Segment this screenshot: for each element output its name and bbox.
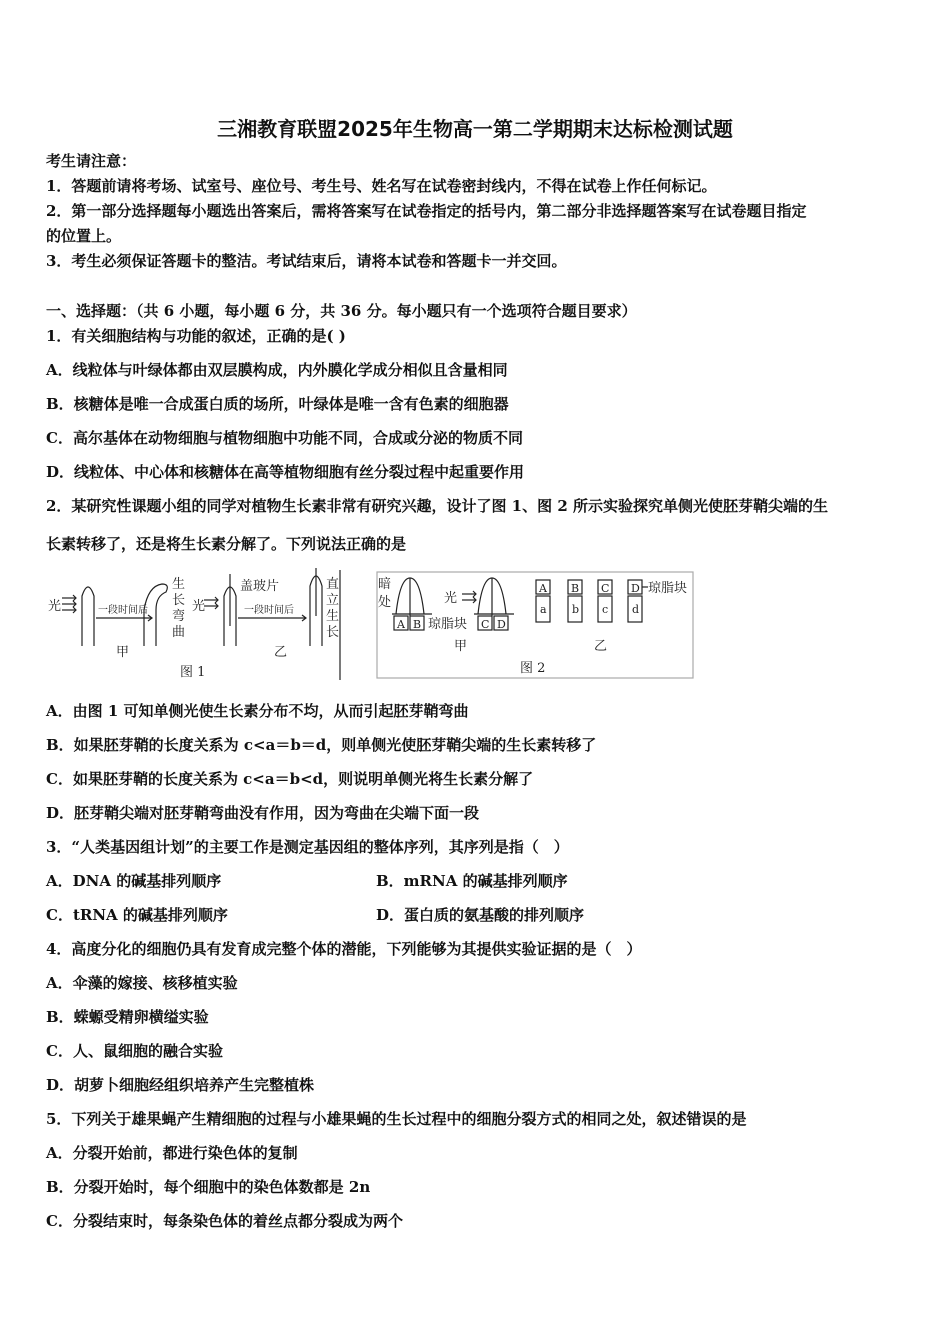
fig2-yi-B: B [571, 582, 580, 595]
q1-option-d: D．线粒体、中心体和核糖体在高等植物细胞有丝分裂过程中起重要作用 [46, 463, 525, 481]
q2-option-b: B．如果胚芽鞘的长度关系为 c<a＝b＝d，则单侧光使胚芽鞘尖端的生长素转移了 [46, 736, 597, 754]
q1-stem: 1．有关细胞结构与功能的叙述，正确的是( ) [46, 327, 346, 345]
q4-stem: 4．高度分化的细胞仍具有发育成完整个体的潜能，下列能够为其提供实验证据的是（ ） [46, 940, 642, 958]
fig1-light-1: 光 [48, 599, 62, 614]
notice-item-2-cont: 的位置上。 [46, 227, 122, 245]
q5-option-c: C．分裂结束时，每条染色体的着丝点都分裂成为两个 [46, 1212, 403, 1230]
section-heading: 一、选择题：（共 6 小题，每小题 6 分，共 36 分。每小题只有一个选项符合题目要求） [46, 302, 637, 320]
q3-option-c: C．tRNA 的碱基排列顺序 [46, 906, 228, 924]
fig1-bend-2: 长 [172, 593, 186, 608]
fig2-block-D: D [497, 618, 506, 631]
fig2-block-C: C [481, 618, 490, 631]
fig2-caption: 图 2 [520, 661, 546, 676]
fig1-cap: 盖玻片 [240, 579, 280, 594]
fig2-block-B: B [413, 618, 422, 631]
fig2-yi: 乙 [594, 639, 608, 654]
fig1-upright-1: 直 [326, 577, 340, 592]
page-title: 三湘教育联盟2025年生物高一第二学期期末达标检测试题 [217, 117, 733, 141]
q5-stem: 5．下列关于雄果蝇产生精细胞的过程与小雄果蝇的生长过程中的细胞分裂方式的相同之处，叙述错误的是 [46, 1110, 747, 1128]
q3-option-d: D．蛋白质的氨基酸的排列顺序 [376, 906, 585, 924]
fig2-yi-b: b [572, 603, 580, 616]
q3-option-b: B．mRNA 的碱基排列顺序 [376, 872, 568, 890]
q2-stem-line1: 2．某研究性课题小组的同学对植物生长素非常有研究兴趣，设计了图 1、图 2 所示实验探究单侧光使胚芽鞘尖端的生 [46, 497, 828, 515]
notice-item-1: 1．答题前请将考场、试室号、座位号、考生号、姓名写在试卷密封线内，不得在试卷上作任何标记。 [46, 177, 717, 195]
q5-option-b: B．分裂开始时，每个细胞中的染色体数都是 2n [46, 1178, 371, 1196]
q3-stem: 3．“人类基因组计划”的主要工作是测定基因组的整体序列，其序列是指（ ） [46, 838, 569, 856]
figure-2 [376, 570, 696, 682]
fig2-yi-A: A [539, 582, 547, 595]
fig1-bend-1: 生 [172, 577, 186, 592]
q4-option-c: C．人、鼠细胞的融合实验 [46, 1042, 223, 1060]
fig2-yi-c: c [602, 603, 609, 616]
fig2-dark-1: 暗 [378, 577, 392, 592]
fig1-light-2: 光 [192, 599, 206, 614]
fig2-yi-C: C [601, 582, 610, 595]
fig1-upright-3: 生 [326, 609, 340, 624]
fig1-upright-4: 长 [326, 625, 340, 640]
notice-heading: 考生请注意： [46, 152, 137, 170]
fig2-yi-a: a [540, 603, 547, 616]
q2-option-c: C．如果胚芽鞘的长度关系为 c<a＝b<d，则说明单侧光将生长素分解了 [46, 770, 534, 788]
fig1-upright-2: 立 [326, 593, 340, 608]
fig2-agar-label-2: 琼脂块 [648, 581, 688, 596]
q5-option-a: A．分裂开始前，都进行染色体的复制 [46, 1144, 298, 1162]
figure-1 [44, 566, 344, 684]
fig2-jia: 甲 [454, 639, 468, 654]
q1-option-c: C．高尔基体在动物细胞与植物细胞中功能不同，合成或分泌的物质不同 [46, 429, 523, 447]
fig2-agar-label: 琼脂块 [428, 617, 468, 632]
q4-option-a: A．伞藻的嫁接、核移植实验 [46, 974, 238, 992]
fig1-bend-3: 弯 [172, 609, 186, 624]
fig2-yi-D: D [631, 582, 640, 595]
q1-option-b: B．核糖体是唯一合成蛋白质的场所，叶绿体是唯一含有色素的细胞器 [46, 395, 509, 413]
q3-option-a: A．DNA 的碱基排列顺序 [46, 872, 222, 890]
fig1-yi: 乙 [274, 645, 288, 660]
fig2-dark-2: 处 [378, 595, 392, 610]
q4-option-b: B．蝾螈受精卵横缢实验 [46, 1008, 209, 1026]
q4-option-d: D．胡萝卜细胞经组织培养产生完整植株 [46, 1076, 315, 1094]
q1-option-a: A．线粒体与叶绿体都由双层膜构成，内外膜化学成分相似且含量相同 [46, 361, 508, 379]
notice-item-2: 2．第一部分选择题每小题选出答案后，需将答案写在试卷指定的括号内，第二部分非选择题答案写在试卷题目指定 [46, 202, 807, 220]
q2-option-a: A．由图 1 可知单侧光使生长素分布不均，从而引起胚芽鞘弯曲 [46, 702, 469, 720]
fig2-light: 光 [444, 591, 458, 606]
fig1-jia: 甲 [116, 645, 130, 660]
fig1-caption: 图 1 [180, 665, 206, 680]
fig2-block-A: A [397, 618, 405, 631]
q2-option-d: D．胚芽鞘尖端对胚芽鞘弯曲没有作用，因为弯曲在尖端下面一段 [46, 804, 480, 822]
fig1-bend-4: 曲 [172, 625, 186, 640]
notice-item-3: 3．考生必须保证答题卡的整洁。考试结束后，请将本试卷和答题卡一并交回。 [46, 252, 567, 270]
q2-stem-line2: 长素转移了，还是将生长素分解了。下列说法正确的是 [46, 535, 407, 553]
fig2-yi-d: d [632, 603, 640, 616]
fig1-period-1: 一段时间后 [98, 605, 148, 616]
fig1-period-2: 一段时间后 [244, 605, 294, 616]
